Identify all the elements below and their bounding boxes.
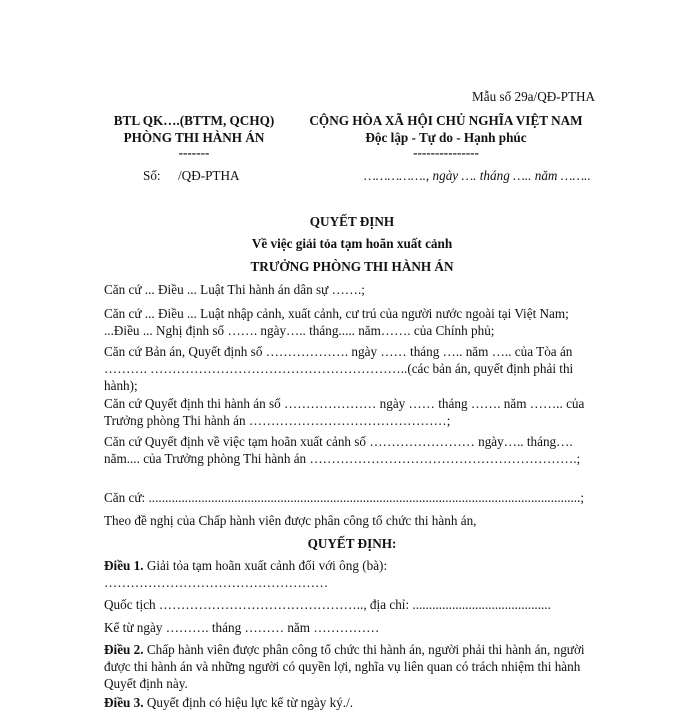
article-3-text: Quyết định có hiệu lực kể từ ngày ký./.	[143, 695, 354, 710]
basis-enforcement-decision: Căn cứ Quyết định thi hành án số ………………… ngày …… tháng ……. năm …….. của Trưởng phòng Thi hành án ………………………………………;	[104, 396, 585, 428]
basis-immigration-law: Căn cứ ... Điều ... Luật nhập cảnh, xuất cảnh, cư trú của người nước ngoài tại Việt Nam; ...Điều ... Nghị định số ……. ngày….. tháng..... năm……. của Chính phủ;	[104, 306, 569, 338]
date-line: ……………., ngày …. tháng ….. năm ……..	[364, 168, 591, 183]
decision-heading: QUYẾT ĐỊNH:	[307, 536, 397, 551]
right-divider: ---------------	[413, 145, 479, 160]
article-1	[104, 557, 600, 591]
document-title: QUYẾT ĐỊNH	[309, 214, 395, 229]
article-2-label: Điều 2.	[104, 642, 144, 657]
effective-date-line: Kể từ ngày ………. tháng ……… năm ……………	[104, 620, 380, 635]
form-number: Mẫu số 29a/QĐ-PTHA	[472, 89, 596, 104]
agency-name: BTL QK….(BTTM, QCHQ)	[113, 113, 275, 128]
document-subtitle: Về việc giải tỏa tạm hoãn xuất cảnh	[251, 236, 453, 251]
basis-exit-postponement-decision: Căn cứ Quyết định về việc tạm hoãn xuất cảnh số …………………… ngày….. tháng…. năm.... của Trưởng phòng Thi hành án …………………………………………………….;	[104, 434, 581, 466]
department-name: PHÒNG THI HÀNH ÁN	[123, 130, 265, 145]
number-label: Số:	[143, 168, 161, 183]
article-2-text: Chấp hành viên được phân công tổ chức thi hành án, người phải thi hành án, người được thi hành án và những người có quyền lợi, nghĩa vụ liên quan có trách nhiệm thi hành Quyết định này.	[104, 642, 585, 691]
article-3	[104, 694, 600, 711]
article-2	[104, 641, 600, 692]
proposal-line: Theo đề nghị của Chấp hành viên được phân công tổ chức thi hành án,	[104, 513, 477, 528]
article-1-label: Điều 1.	[104, 558, 144, 573]
basis-civil-enforcement-law: Căn cứ ... Điều ... Luật Thi hành án dân sự …….;	[104, 282, 365, 297]
issuer-title: TRƯỞNG PHÒNG THI HÀNH ÁN	[250, 259, 454, 274]
number-suffix: /QĐ-PTHA	[178, 168, 240, 183]
article-3-label: Điều 3.	[104, 695, 144, 710]
national-title: CỘNG HÒA XÃ HỘI CHỦ NGHĨA VIỆT NAM	[309, 113, 583, 128]
basis-other: Căn cứ: ...................................................................................................................................;	[104, 490, 585, 505]
nationality-line: Quốc tịch ……………………………………….., địa chỉ: ..........................................	[104, 597, 551, 612]
basis-court-judgment: Căn cứ Bản án, Quyết định số ………………. ngày …… tháng ….. năm ….. của Tòa án ………. …………………………………………………..(các bản án, quyết định phải thi hành);	[104, 344, 574, 393]
article-1-text: Giải tỏa tạm hoãn xuất cảnh đối với ông (bà): ……………………………………………	[104, 558, 388, 590]
left-divider: -------	[178, 145, 210, 160]
national-motto: Độc lập - Tự do - Hạnh phúc	[365, 130, 527, 145]
